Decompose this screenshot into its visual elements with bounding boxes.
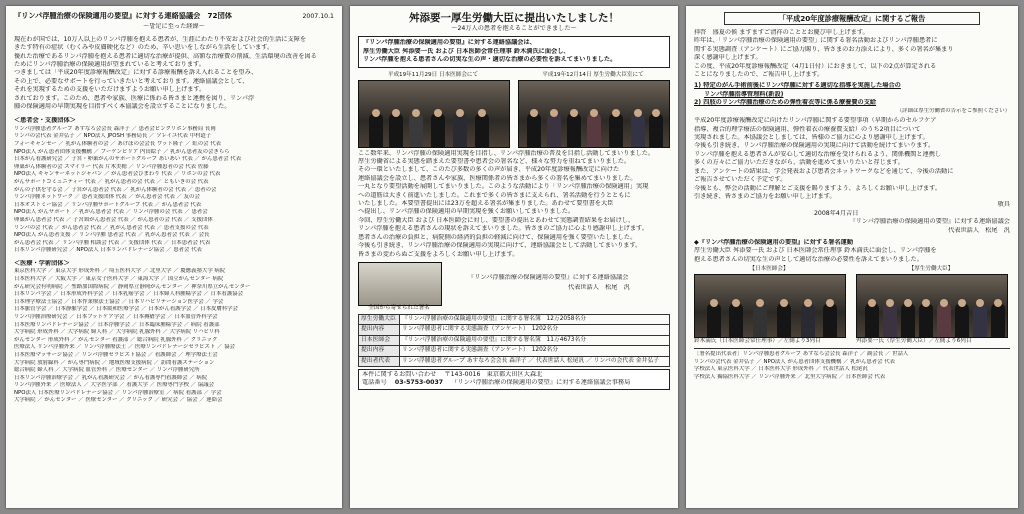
body-line: リンパ浮腫を抱える患者さんの現状を訴えてまいりました。皆さまのご協力に心より感謝申し上げます。 bbox=[358, 225, 648, 233]
member-line: 大学病院 形成外科 ／ 大学病院 婦人科 ／ 大学病院 乳腺外科 ／ 大学病院 リハビリ科 bbox=[14, 329, 220, 336]
member-line: がん研究会有明病院 ／ 聖路加国際病院 ／ 静岡県立静岡がんセンター ／ 神奈川県立がんセンター bbox=[14, 283, 251, 290]
member-line: 日本リンパ学会 ／ 日本形成外科学会 ／ 日本乳癌学会 ／ 日本婦人科腫瘍学会 ／ 日本看護協会 bbox=[14, 291, 243, 298]
body-line: 深く感謝申し上げます。 bbox=[694, 54, 762, 62]
page3-note: （詳細は厚生労働省の告示をご参照ください） bbox=[896, 107, 1010, 114]
page3-photo1 bbox=[694, 274, 846, 338]
page2-photo2-caption: 平成19年12月14日 厚生労働大臣室にて bbox=[542, 71, 644, 78]
member-line: 日本脈管学会 ／ 日本静脈学会 ／ 日本緩和医療学会 ／ 日本がん看護学会 ／ 日本皮膚科学会 bbox=[14, 306, 238, 313]
body-line: へ提出し、リンパ浮腫の保険適用の早期実現を強くお願いしてまいりました。 bbox=[358, 208, 575, 216]
body-line: 実現されました。本協議会としましては、皆様のご協力に心より感謝申し上げます。 bbox=[694, 134, 929, 142]
page3-sign-name: 代表世話人 松尾 汎 bbox=[948, 226, 1010, 234]
lead-line: 厚生労働大臣 舛添要一氏 および 日本医師会常任理事 鈴木満氏に面会し、 bbox=[363, 47, 570, 55]
member-line: 日本医療リンパドレナージ協会 ／ 日本浮腫学会 ／ 日本臨床腫瘍学会 ／ 病院 看護部 bbox=[14, 321, 220, 328]
page2-contact-label: 本件に関するお問い合わせ bbox=[362, 370, 437, 378]
member-line: NPO法人 がん患者支援 ／ リンパ浮腫 患者会 代表 ／ 乳がん患者会 代表 ／ 会長 bbox=[14, 232, 210, 239]
lead-line: リンパ浮腫を抱える患者さんの切実な生の声・適切な治療の必要性を訴えてまいりました。 bbox=[363, 56, 617, 64]
intro-line: それを実現するための支援をいただけますようお願い申し上げます。 bbox=[14, 86, 206, 94]
body-line: リンパ浮腫を抱える患者さんが安心して適切な治療を受けられるよう、関係機関と連携し bbox=[694, 150, 942, 158]
page3-closing: 敬具 bbox=[997, 201, 1010, 209]
page2-signature-row bbox=[358, 262, 670, 314]
body-line: 連絡協議会を設立し、患者さんや家族、医療関係者の皆さまから多くの署名を集めてまいりました。 bbox=[358, 174, 637, 182]
page2-contact-box bbox=[358, 369, 670, 390]
body-line: 今後とも、弊会の活動にご理解とご支援を賜りますよう、よろしくお願い申し上げます。 bbox=[694, 184, 942, 192]
page2-tel-line bbox=[362, 379, 666, 387]
page3-section-body bbox=[694, 247, 1010, 264]
member-line: リンパ浮腫外来 ／ 医療法人 ／ 大学医学部 ／ 看護大学 ／ 医療専門学校 ／ 協議会 bbox=[14, 382, 215, 389]
body-line: への道筋は大きく前進いたしました。これまで多くの皆さまに支えられ、署名活動を行うとともに bbox=[358, 191, 631, 199]
table-row-items: 『リンパ浮腫治療の保険適用の要望』に関する署名簿 12万2058名分 bbox=[400, 314, 670, 324]
table-row bbox=[359, 356, 670, 366]
page2-photo1 bbox=[358, 80, 510, 148]
intro-line: つきましては「平成20年度診療報酬改定」に対する診療報酬を訴え入れることを望み、 bbox=[14, 69, 258, 77]
body-line: 引き続き、皆さまのご協力をお願い申し上げます。 bbox=[694, 192, 836, 200]
page2-photo-row bbox=[358, 72, 670, 148]
member-line: 日本医療マッサージ協会 ／ リンパ浮腫セラピスト協会 ／ 看護師会 ／ 理学療法士会 bbox=[14, 351, 218, 358]
member-line: NPO法人 キャンサーネットジャパン ／ がん患者会ひまわり 代表 ／ リボンの会 代表 bbox=[14, 171, 221, 178]
table-row-label: 厚生労働大臣 bbox=[359, 314, 400, 324]
intro-line: きたす特有の症状（むくみや皮膚硬化など）のため、辛い思いをしながら生活をしています。 bbox=[14, 44, 274, 52]
table-row-label: 日本医師会 bbox=[359, 335, 400, 345]
body-line: ことになりましたので、ご報告申し上げます。 bbox=[694, 71, 824, 79]
intro-line: されております。このため、患者や家族、医療に係わる皆さまと連携を図り、リンパ浮 bbox=[14, 94, 255, 102]
body-line: また、アンケートの結果は、学会発表および患者会ネットワークなどを通じて、今後の活動に bbox=[694, 167, 954, 175]
page1-date: 2007.10.1 bbox=[302, 13, 334, 20]
table-row-items: リンパ浮腫患者に関する実態調査（アンケート） 1202名分 bbox=[400, 325, 670, 335]
member-line: 総合病院 婦人科 ／ 大学病院 血管外科 ／ 医療センター ／ リンパ浮腫研究所 bbox=[14, 367, 200, 374]
member-line: フォーキャンセー ／ 乳がん体験者の会 ／ あけぼの会会長 ワット隆子 ／ 虹の会 代表 bbox=[14, 141, 222, 148]
member-line: リンパの会 代表 ／ がん患者会 代表 ／ 乳がん患者会 代表 ／ 患者支援の会 代表 bbox=[14, 224, 209, 231]
body-line: 今回、厚生労働大臣 および 日本医師会に対し、要望書の提出とあわせて実態調査結果をお届けし、 bbox=[358, 216, 635, 224]
body-line: 多くの方々にご協力いただきながら、活動を進めてまいりたいと存じます。 bbox=[694, 159, 904, 167]
lead-line: 『リンパ浮腫治療の保険適用の要望』に対する連絡協議会は、 bbox=[363, 39, 536, 47]
page3-sign-org: 『リンパ浮腫治療の保険適用の要望』に対する連絡協議会 bbox=[849, 218, 1010, 226]
page2-sign-name: 代表世話人 松尾 汎 bbox=[568, 283, 630, 291]
member-line: 日本オストミー協会 ／ リンパ浮腫サポートグループ 代表 ／ がん患者会 代表 bbox=[14, 201, 202, 208]
page3-greeting: 拝啓 盛夏の候 ますますご清祥のこととお慶び申し上げます。 bbox=[694, 29, 869, 36]
member-line: 日本理学療法士協会 ／ 日本作業療法士協会 ／ 日本リハビリテーション医学会 ／ 学会 bbox=[14, 298, 224, 305]
member-line: がんセンター 形成外科 ／ がんセンター 看護部 ／ 総合病院 乳腺外科 ／ クリニック bbox=[14, 336, 218, 343]
member-line: NPO法人 がんサポート ／ 乳がん患者会 代表 ／ リンパ浮腫の会 代表 ／ 患者会 bbox=[14, 209, 208, 216]
body-line: いたしました。本要望書提出には23万を超える署名が集まりました。あわせて要望書を大臣 bbox=[358, 200, 614, 208]
page-3 bbox=[686, 6, 1018, 508]
page3-date: 2008年4月吉日 bbox=[814, 209, 859, 217]
body-line: 今後も引き続き、リンパ浮腫治療の保険適用の実現に向けて、連絡協議会として活動してまいります。 bbox=[358, 242, 642, 250]
intro-line: その上で、必要なサポートを行っていきたいと考えております。連絡協議会として、 bbox=[14, 77, 249, 85]
table-row-label: 提出内容 bbox=[359, 325, 400, 335]
page3-point1: 1) 特定のがん手術前後にリンパ浮腫に対する適切な指導を実施した場合の bbox=[694, 82, 901, 90]
page2-lead-box bbox=[358, 36, 670, 67]
member-line: 卵巣がん体験者の会 スマイリー 代表 片木美穂 ／ リンパ浮腫患者の会 代表 佐藤 bbox=[14, 163, 209, 170]
intro-line: 現在わが国では、10万人以上のリンパ浮腫を抱える患者が、生涯にわたり不安および社会的生活に支障を bbox=[14, 35, 307, 43]
table-row-label: 提出者代表 bbox=[359, 356, 400, 366]
member-line: 日本リンパ浮腫治療学会 ／ 乳がん看護研究会 ／ がん看護専門看護師会 ／ 病院 bbox=[14, 374, 208, 381]
member-line: NPO法人 日本医療リンパドレナージ協会 ／ リンパ浮腫治療室 ／ 病院 看護部 ／ 学会 bbox=[14, 389, 222, 396]
body-line: 平成20年度診療報酬改定に向けたリンパ浮腫に関する要望事項（早期からのセルフケア bbox=[694, 117, 937, 125]
page2-tel: 03-5753-0037 bbox=[394, 379, 444, 387]
member-line: 卵巣がん患者会 代表 ／ 子宮頸がん患者会 代表 ／ がん患者の会 代表 ／ 支援団体 bbox=[14, 217, 213, 223]
page3-photo-row bbox=[694, 266, 1010, 348]
page1-section2-list bbox=[14, 268, 334, 405]
page3-section-title: ◆『リンパ浮腫治療の保険適用の要望』に対する署名運動 bbox=[694, 238, 854, 246]
page2-contact-org: 『リンパ浮腫治療の保険適用の要望』に対する連絡協議会事務局 bbox=[451, 379, 631, 387]
page1-section1-list bbox=[14, 126, 334, 255]
member-line: 日本リンパ浮腫研究会 ／ NPO法人 日本リンパドレナージ協会 ／ 患者会 代表 bbox=[14, 247, 202, 254]
member-line: がんの子供を守る会 ／ 子宮がん患者会 代表 ／ 乳がん体験者の会 代表 ／ 患者の会 bbox=[14, 186, 217, 193]
member-line: NPO法人 がん患者団体支援機構 ／ ブーゲンビリア 内田絵子 ／ 乳がん患者友の会きらら bbox=[14, 148, 230, 155]
page2-submission-table bbox=[358, 314, 670, 367]
page3-photo2-caption: 【厚生労働大臣】 bbox=[908, 266, 954, 273]
page2-contact-line bbox=[362, 371, 666, 379]
body-line: 昨年は、「リンパ浮腫治療の保険適用の要望」に関する署名活動およびリンパ浮腫患者に bbox=[694, 37, 938, 45]
body-line: 関する実態調査（アンケート）にご協力賜り、皆さまのお力添えにより、多くの署名が集まり bbox=[694, 45, 954, 53]
member-line: リンパの会代表 金井弘子 ／ NPO法人 JPOSH 事務局長 ／ ソレイユ代表 中村道子 bbox=[14, 133, 212, 140]
page3-body2 bbox=[694, 117, 1010, 201]
section-line: 抱える患者さんの切実な生の声として適切な治療の必要性を訴えてまいりました。 bbox=[694, 255, 923, 263]
footer-line: リンパの会代表 金井弘子 ／ NPO法人 がん患者団体支援機構 ／ 乳がん患者会 代表 bbox=[694, 358, 896, 365]
member-line: 大学病院 放射線科 ／ がん専門病院 ／ 地域医療支援病院 ／ 訪問看護ステーション bbox=[14, 359, 215, 366]
page3-photo1-note: 鈴木満氏（日本医師会常任理事）／左側より3列目 bbox=[694, 338, 821, 345]
page2-contact-addr: 〒143-0016 東京都大田区大森北 bbox=[444, 370, 543, 378]
page3-footer bbox=[694, 348, 1010, 381]
member-line: 医療法人 リンパ浮腫外来 ／ リンパ浮腫療法士 ／ 医療リンパドレナージセラピスト ／ 協会 bbox=[14, 344, 235, 351]
body-line: この度、平成20年度診療報酬改定（4月1日付）におきまして、以下の2点が算定される bbox=[694, 62, 937, 70]
body-line: ご報告させていただく予定です。 bbox=[694, 176, 787, 184]
member-line: がん患者会 代表 ／ リンパ浮腫 相談会 代表 ／ 支援団体 代表 ／ 日本患者会 代表 bbox=[14, 239, 211, 246]
table-row bbox=[359, 314, 670, 324]
intro-line: 腫の保険適用の早期実現を目指すべく本協議会を設立することになりました。 bbox=[14, 103, 231, 111]
member-line: 日本がん看護研究会 ／ 子宮・卵巣がんのサポートグループ あいあい 代表 ／ がん患者会 代表 bbox=[14, 156, 242, 163]
page2-photo1-caption: 平成19年11月29日 日本医師会にて bbox=[387, 71, 479, 78]
body-line: 一丸となり要望活動を展開してまいりました。このような活動により「リンパ浮腫治療の保険適用」実現 bbox=[358, 183, 649, 191]
member-line: リンパ浮腫治療研究会 ／ 日本フットケア学会 ／ 日本褥瘡学会 ／ 日本血管外科学会 bbox=[14, 313, 218, 320]
page2-photo3-caption: 全国から寄せられた署名 bbox=[368, 304, 430, 311]
body-line: ここ数年来、リンパ浮腫の保険適用実現を目指し、リンパ浮腫治療の普及を目指し活動してまいりました。 bbox=[358, 149, 655, 157]
body-line: その一環といたしまして、このたび多数の多くの声が届き、平成20年度診療報酬改定に向けた bbox=[358, 166, 620, 174]
member-line: がんサポートコミュニティー 代表 ／ 乳がん患者の会 代表 ／ ともいきの会 代表 bbox=[14, 179, 209, 186]
page-1 bbox=[6, 6, 342, 508]
body-line: 患者さんの治療の負担と、病院側の経済的負担の軽減に向けて、保険適用を強く要望いたしました。 bbox=[358, 233, 637, 241]
table-row bbox=[359, 325, 670, 335]
table-row bbox=[359, 335, 670, 345]
page3-photo1-caption: 【日本医師会】 bbox=[749, 266, 789, 273]
member-line: 東京医科大学 ／ 東京大学 形成外科 ／ 埼玉医科大学 ／ 北里大学 ／ 慶應義塾大学 病院 bbox=[14, 268, 226, 275]
page1-subtitle: ～발足に至った経緯～ bbox=[143, 23, 205, 31]
footer-line: 学校法人 獨協医科大学 ／ リンパ浮腫外来 ／ 北里大学病院 ／ 日本医師会 代表 bbox=[694, 373, 886, 380]
member-line: リンパ浮腫ネットワーク ／ 患者支援団体 代表 ／ がん患者会 代表 ／ 友の会 bbox=[14, 194, 200, 201]
body-line: 厚生労働省による実態を踏まえた要望書や患者会の署名など、様々な努力を重ねてまいりました。 bbox=[358, 158, 631, 166]
table-row-label: 提出内容 bbox=[359, 346, 400, 356]
member-line: 日本医科大学 ／ 大阪大学 ／ 東京女子医科大学 ／ 東海大学 ／ 国立がんセンター 病院 bbox=[14, 275, 224, 282]
body-line: 指導、複合的理学療法の保険適用、弾性着衣の療養費支給）のうち2項目について bbox=[694, 125, 921, 133]
page1-header bbox=[14, 12, 334, 21]
page2-photo2 bbox=[518, 80, 670, 148]
page1-intro bbox=[14, 36, 334, 112]
body-line: 今後も引き続き、リンパ浮腫治療の保険適用の実現に向けて活動を続けてまいります。 bbox=[694, 142, 935, 150]
member-line: 大学病院 ／ がんセンター ／ 医療センター ／ クリニック ／ 研究会 ／ 協会 ／ 連絡会 bbox=[14, 397, 223, 404]
page2-tel-label: 電話番号 bbox=[362, 379, 387, 387]
intro-line: ためにリンパ浮腫治療の保険適用が望まれていると考えております。 bbox=[14, 61, 205, 69]
page1-section2-title: ＜医療・学術団体＞ bbox=[14, 259, 70, 267]
page3-point1b: リンパ浮腫指導管理料(新設) bbox=[704, 90, 784, 98]
page3-photo2 bbox=[856, 274, 1008, 338]
page1-title: 『リンパ浮腫治療の保険適用の要望』に対する連絡協議会 72団体 bbox=[14, 12, 232, 20]
page3-photo2-note: 舛添要一氏（厚生労働大臣）／左側より6列目 bbox=[856, 338, 972, 345]
page-2 bbox=[350, 6, 678, 508]
page2-subhead: ～24万人の患者を抱えることができました～ bbox=[451, 25, 577, 32]
table-row-items: リンパ浮腫患者に関する実態調査（アンケート） 1202名分 bbox=[400, 346, 670, 356]
page2-headline: 舛添要一厚生労働大臣に提出いたしました！ bbox=[409, 12, 619, 24]
page2-photo3 bbox=[358, 262, 442, 306]
intro-line: 優れた治療であるリンパ浮腫を抱える患者に適切な治療が提供、高額な治療費の削減、生活環境の改善を図る bbox=[14, 52, 317, 60]
body-line: 皆さまの変わらぬご支援をよろしくお願い申し上げます。 bbox=[358, 250, 519, 258]
page2-body bbox=[358, 150, 670, 259]
table-row bbox=[359, 346, 670, 356]
page3-point2: 2) 四肢のリンパ浮腫治療のための弾性着衣等に係る療養費の支給 bbox=[694, 99, 877, 107]
footer-line: 学校法人 東京医科大学 ／ 日本医科大学 形成外科 ／ 代表世話人 松尾汎 bbox=[694, 366, 868, 373]
footer-line: ［署名提出代表者］リンパ浮腫患者グループ あすなろ会会長 森洋子 ／ 副会長 ／ 世話人 bbox=[694, 351, 909, 358]
table-row-items: リンパ浮腫患者グループ あすなろ会会長 森洋子 ／ 代表世話人 松尾汎 ／ リンパの会代表 金井弘子 bbox=[400, 356, 670, 366]
page3-title: 「平成20年度診療報酬改定」に関するご報告 bbox=[778, 14, 926, 23]
page2-sign-org: 『リンパ浮腫治療の保険適用の要望』に対する連絡協議会 bbox=[468, 273, 629, 281]
page1-section1-title: ＜患者会・支援団体＞ bbox=[14, 117, 76, 125]
member-line: リンパ浮腫患者グループ あすなろ会会長 森洋子 ／ 患者会ピンクリボン事務局 長岡 bbox=[14, 125, 216, 132]
table-row-items: 『リンパ浮腫治療の保険適用の要望』に関する署名簿 11万4673名分 bbox=[400, 335, 670, 345]
page3-title-box bbox=[724, 12, 980, 25]
section-line: 厚生労働大臣 舛添要一氏 および 日本医師会常任理事 鈴木満氏に面会し、リンパ浮腫を bbox=[694, 247, 937, 255]
page3-body1 bbox=[694, 37, 1010, 79]
